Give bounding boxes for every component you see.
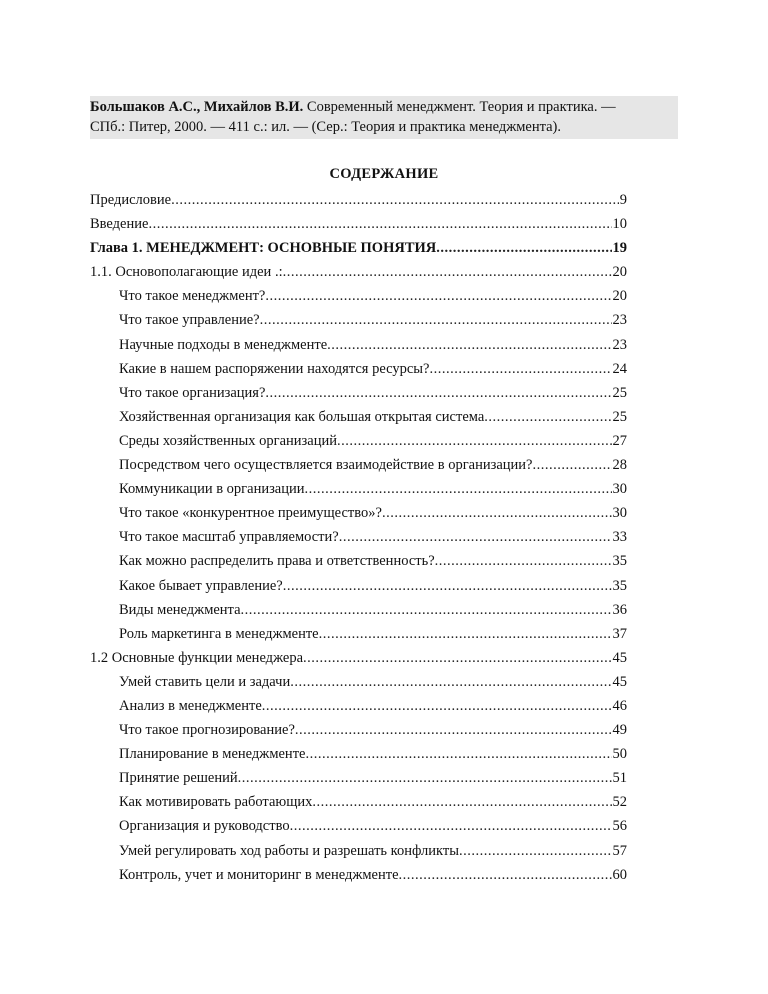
citation-line-1 bbox=[90, 97, 678, 117]
toc-entry[interactable] bbox=[90, 429, 627, 453]
toc-leader-dots bbox=[265, 381, 611, 405]
toc-entry-page: 33 bbox=[612, 529, 627, 546]
toc-leader-dots bbox=[459, 839, 612, 863]
toc-leader-dots bbox=[327, 333, 611, 357]
toc-leader-dots bbox=[382, 501, 612, 525]
toc-entry-page: 23 bbox=[612, 312, 627, 329]
toc-entry-title: Научные подходы в менеджменте bbox=[119, 336, 328, 353]
toc-entry-page: 35 bbox=[612, 553, 627, 570]
toc-entry-page: 46 bbox=[612, 697, 627, 714]
toc-entry[interactable] bbox=[90, 790, 627, 814]
toc-entry-page: 30 bbox=[612, 505, 627, 522]
toc-entry-title: Предисловие bbox=[90, 192, 172, 208]
toc-entry-title: Как можно распределить права и ответственность? bbox=[119, 553, 435, 570]
toc-entry-page: 9 bbox=[619, 192, 627, 208]
toc-entry-title: 1.1. Основополагающие идеи .: bbox=[90, 264, 283, 281]
toc-entry[interactable] bbox=[90, 574, 627, 598]
toc-entry-page: 27 bbox=[612, 432, 627, 449]
toc-entry-title: Умей регулировать ход работы и разрешать конфликты bbox=[119, 842, 459, 859]
toc-leader-dots bbox=[319, 622, 612, 646]
toc-entry-title: Контроль, учет и мониторинг в менеджменте bbox=[119, 866, 399, 883]
toc-leader-dots bbox=[262, 694, 612, 718]
toc-entry-page: 20 bbox=[612, 264, 627, 281]
toc-leader-dots bbox=[303, 646, 611, 670]
citation-authors: Большаков А.С., Михайлов В.И. bbox=[90, 99, 304, 115]
toc-entry-page: 60 bbox=[612, 866, 627, 883]
toc-entry-page: 56 bbox=[612, 818, 627, 835]
toc-entry[interactable] bbox=[90, 333, 627, 357]
toc-entry-page: 49 bbox=[612, 722, 627, 739]
toc-leader-dots bbox=[265, 284, 611, 308]
toc-entry[interactable] bbox=[90, 260, 627, 284]
toc-entry-page: 52 bbox=[612, 794, 627, 811]
toc-entry-title: Роль маркетинга в менеджменте bbox=[119, 625, 319, 642]
toc-entry-title: Умей ставить цели и задачи bbox=[119, 673, 291, 690]
toc-leader-dots bbox=[171, 188, 619, 212]
toc-entry-title: Коммуникации в организации bbox=[119, 481, 305, 498]
toc-entry-title: Принятие решений bbox=[119, 770, 238, 787]
toc-entry-title: Что такое управление? bbox=[119, 312, 260, 329]
toc-entry-title: Глава 1. МЕНЕДЖМЕНТ: ОСНОВНЫЕ ПОНЯТИЯ bbox=[90, 240, 437, 257]
toc-entry[interactable] bbox=[90, 742, 627, 766]
toc-entry[interactable] bbox=[90, 549, 627, 573]
toc-entry[interactable] bbox=[90, 212, 627, 236]
toc-leader-dots bbox=[290, 814, 612, 838]
toc-entry-title: Что такое менеджмент? bbox=[119, 288, 266, 305]
toc-leader-dots bbox=[399, 863, 612, 887]
toc-entry-page: 45 bbox=[612, 673, 627, 690]
toc-entry[interactable] bbox=[90, 525, 627, 549]
toc-entry-page: 30 bbox=[612, 481, 627, 498]
toc-entry[interactable] bbox=[90, 622, 627, 646]
toc-entry-page: 24 bbox=[612, 360, 627, 377]
citation-publisher: СПб.: Питер, 2000. — 411 с.: ил. — (Сер.: Теория и практика менеджмента). bbox=[90, 119, 561, 135]
toc-entry-page: 57 bbox=[612, 842, 627, 859]
toc-entry-page: 36 bbox=[612, 601, 627, 618]
toc-entry[interactable] bbox=[90, 718, 627, 742]
toc-leader-dots bbox=[312, 790, 611, 814]
toc-leader-dots bbox=[283, 574, 612, 598]
toc-leader-dots bbox=[238, 766, 612, 790]
toc-leader-dots bbox=[148, 212, 611, 236]
toc-entry-title: Введение bbox=[90, 216, 149, 233]
toc-entry-title: Хозяйственная организация как большая открытая система bbox=[119, 408, 485, 425]
toc-entry-page: 23 bbox=[612, 336, 627, 353]
toc-entry-page: 45 bbox=[612, 649, 627, 666]
toc-entry-title: Что такое организация? bbox=[119, 384, 266, 401]
toc-entry[interactable] bbox=[90, 453, 627, 477]
toc-title: СОДЕРЖАНИЕ bbox=[329, 166, 439, 182]
toc-entry[interactable] bbox=[90, 188, 627, 212]
toc-entry-title: Какое бывает управление? bbox=[119, 577, 283, 594]
toc-leader-dots bbox=[305, 477, 612, 501]
toc-entry[interactable] bbox=[90, 308, 627, 332]
toc-entry[interactable] bbox=[90, 236, 627, 260]
toc-entry-title: Организация и руководство bbox=[119, 818, 290, 835]
toc-entry[interactable] bbox=[90, 766, 627, 790]
toc-entry[interactable] bbox=[90, 284, 627, 308]
toc-leader-dots bbox=[283, 260, 612, 284]
toc-entry-page: 20 bbox=[612, 288, 627, 305]
toc-leader-dots bbox=[436, 236, 611, 260]
toc-entry-title: Посредством чего осуществляется взаимодействие в организации? bbox=[119, 457, 533, 474]
toc-entry-title: Что такое прогнозирование? bbox=[119, 722, 295, 739]
toc-entry-title: Что такое «конкурентное преимущество»? bbox=[119, 505, 382, 522]
citation-title: Современный менеджмент. Теория и практика. — bbox=[303, 99, 616, 115]
toc-leader-dots bbox=[339, 525, 612, 549]
toc-entry-title: Как мотивировать работающих bbox=[119, 794, 313, 811]
toc-entry[interactable] bbox=[90, 694, 627, 718]
toc-leader-dots bbox=[430, 357, 612, 381]
toc-leader-dots bbox=[290, 670, 611, 694]
toc-leader-dots bbox=[295, 718, 612, 742]
bibliographic-citation bbox=[90, 96, 678, 139]
toc-leader-dots bbox=[241, 598, 612, 622]
toc-entry-title: Виды менеджмента bbox=[119, 601, 241, 618]
toc-leader-dots bbox=[484, 405, 611, 429]
toc-leader-dots bbox=[305, 742, 611, 766]
toc-leader-dots bbox=[260, 308, 612, 332]
toc-entry-page: 10 bbox=[612, 216, 627, 233]
toc-entry[interactable] bbox=[90, 670, 627, 694]
toc-entry[interactable] bbox=[90, 405, 627, 429]
toc-entry-page: 28 bbox=[612, 457, 627, 474]
toc-leader-dots bbox=[337, 429, 612, 453]
toc-entry[interactable] bbox=[90, 814, 627, 838]
toc-entry-page: 37 bbox=[612, 625, 627, 642]
toc-entry-title: 1.2 Основные функции менеджера bbox=[90, 649, 304, 666]
toc-entry-title: Какие в нашем распоряжении находятся ресурсы? bbox=[119, 360, 430, 377]
toc-entry-page: 25 bbox=[612, 408, 627, 425]
toc-entry[interactable] bbox=[90, 646, 627, 670]
toc-entry-title: Что такое масштаб управляемости? bbox=[119, 529, 339, 546]
toc-entry[interactable] bbox=[90, 863, 627, 887]
toc-entry[interactable] bbox=[90, 357, 627, 381]
toc-entry-page: 51 bbox=[612, 770, 627, 787]
toc-leader-dots bbox=[533, 453, 612, 477]
toc-entry-title: Планирование в менеджменте bbox=[119, 746, 306, 763]
table-of-contents bbox=[90, 188, 627, 887]
toc-entry-page: 35 bbox=[612, 577, 627, 594]
toc-entry[interactable] bbox=[90, 839, 627, 863]
toc-entry[interactable] bbox=[90, 501, 627, 525]
toc-entry-page: 25 bbox=[612, 384, 627, 401]
toc-leader-dots bbox=[435, 549, 612, 573]
toc-entry-title: Анализ в менеджменте bbox=[119, 697, 262, 714]
toc-entry[interactable] bbox=[90, 598, 627, 622]
toc-entry[interactable] bbox=[90, 381, 627, 405]
toc-entry-page: 50 bbox=[612, 746, 627, 763]
toc-entry-title: Среды хозяйственных организаций bbox=[119, 432, 337, 449]
toc-entry-page: 19 bbox=[612, 240, 627, 257]
toc-entry[interactable] bbox=[90, 477, 627, 501]
